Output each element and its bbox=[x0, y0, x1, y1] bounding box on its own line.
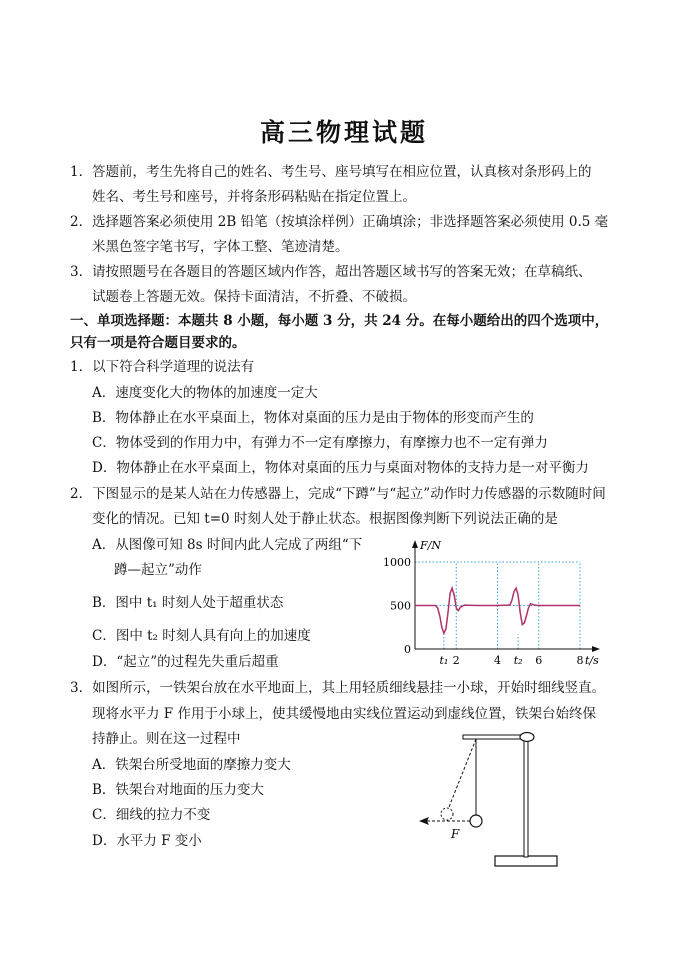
q1-option-c: C．物体受到的作用力中，有弹力不一定有摩擦力，有摩擦力也不一定有弹力 bbox=[92, 435, 548, 451]
x-tick-label: t₁ bbox=[439, 654, 449, 667]
stand-pole bbox=[524, 737, 528, 857]
q3-option-d: D．水平力 F 变小 bbox=[92, 833, 202, 849]
stand-arm bbox=[463, 735, 527, 739]
q2-stem-line-2: 变化的情况。已知 t=0 时刻人处于静止状态。根据图像判断下列说法正确的是 bbox=[92, 511, 558, 527]
y-tick-label: 0 bbox=[404, 643, 411, 656]
q1-option-b: B．物体静止在水平桌面上，物体对桌面的压力是由于物体的形变而产生的 bbox=[92, 410, 534, 426]
instruction-3-line-2: 试题卷上答题无效。保持卡面清洁，不折叠、不破损。 bbox=[92, 289, 416, 305]
stand-clamp bbox=[520, 733, 534, 742]
y-axis-arrow bbox=[412, 540, 418, 548]
q2-option-d: D．“起立”的过程先失重后超重 bbox=[92, 654, 279, 670]
iron-stand-diagram bbox=[405, 725, 575, 870]
q2-option-a-line-2: 蹲—起立”动作 bbox=[114, 562, 202, 578]
q3-stem-line-2: 现将水平力 F 作用于小球上，使其缓慢地由实线位置运动到虚线位置，铁架台始终保 bbox=[92, 706, 596, 722]
y-tick-label: 500 bbox=[390, 599, 411, 613]
q3-option-b: B．铁架台对地面的压力变大 bbox=[92, 782, 264, 798]
q2-option-c: C．图中 t₂ 时刻人具有向上的加速度 bbox=[92, 628, 311, 644]
string-dashed bbox=[449, 739, 476, 807]
q2-option-b: B．图中 t₁ 时刻人处于超重状态 bbox=[92, 595, 284, 611]
q2-stem-line-1: 2．下图显示的是某人站在力传感器上，完成“下蹲”与“起立”动作时力传感器的示数随时间 bbox=[70, 486, 606, 502]
q1-option-d: D．物体静止在水平桌面上，物体对桌面的压力与桌面对物体的支持力是一对平衡力 bbox=[92, 460, 589, 476]
x-tick-label: t₂ bbox=[513, 654, 523, 667]
section-1-header-line-2: 只有一项是符合题目要求的。 bbox=[70, 335, 246, 351]
force-time-chart bbox=[370, 532, 610, 667]
instruction-3-line-1: 请按照题号在各题目的答题区域内作答，超出答题区域书写的答案无效；在草稿纸、 bbox=[92, 264, 592, 280]
x-tick-label: 8 bbox=[576, 654, 584, 667]
instruction-2-number: 2． bbox=[70, 214, 93, 230]
force-label: F bbox=[451, 827, 460, 841]
q3-stem-line-1: 3．如图所示，一铁架台放在水平地面上，其上用轻质细线悬挂一小球，开始时细线竖直。 bbox=[70, 680, 606, 696]
ball-dashed bbox=[441, 808, 453, 820]
instruction-1-line-2: 姓名、考生号和座号，并将条形码粘贴在指定位置上。 bbox=[92, 189, 416, 205]
x-tick-label: 2 bbox=[452, 654, 460, 667]
x-axis-label: t/s bbox=[585, 654, 599, 667]
instruction-1-line-1: 答题前，考生先将自己的姓名、考生号、座号填写在相应位置，认真核对条形码上的 bbox=[92, 164, 592, 180]
instruction-2-line-1: 选择题答案必须使用 2B 铅笔（按填涂样例）正确填涂；非选择题答案必须使用 0.5 毫 bbox=[92, 214, 609, 230]
page-title: 高三物理试题 bbox=[259, 118, 428, 147]
q3-option-c: C．细线的拉力不变 bbox=[92, 807, 211, 823]
y-axis-label: F/N bbox=[420, 539, 441, 552]
q1-option-a: A．速度变化大的物体的加速度一定大 bbox=[92, 385, 318, 401]
instruction-3-number: 3． bbox=[70, 264, 93, 280]
q2-option-a-line-1: A．从图像可知 8s 时间内此人完成了两组“下 bbox=[92, 537, 363, 553]
x-tick-label: 6 bbox=[535, 654, 543, 667]
x-tick-label: 4 bbox=[494, 654, 501, 667]
section-1-header-line-1: 一、单项选择题：本题共 8 小题，每小题 3 分，共 24 分。在每小题给出的四个选项中， bbox=[70, 313, 609, 329]
ball-solid bbox=[470, 815, 482, 827]
q3-option-a: A．铁架台所受地面的摩擦力变大 bbox=[92, 757, 291, 773]
y-tick-label: 1000 bbox=[383, 556, 411, 569]
instruction-1-number: 1． bbox=[70, 164, 93, 180]
x-axis-arrow bbox=[592, 646, 600, 652]
q1-stem: 1．以下符合科学道理的说法有 bbox=[70, 359, 255, 375]
q3-stem-line-3: 持静止。则在这一过程中 bbox=[92, 731, 241, 747]
instruction-2-line-2: 米黑色签字笔书写，字体工整、笔迹清楚。 bbox=[92, 239, 349, 255]
